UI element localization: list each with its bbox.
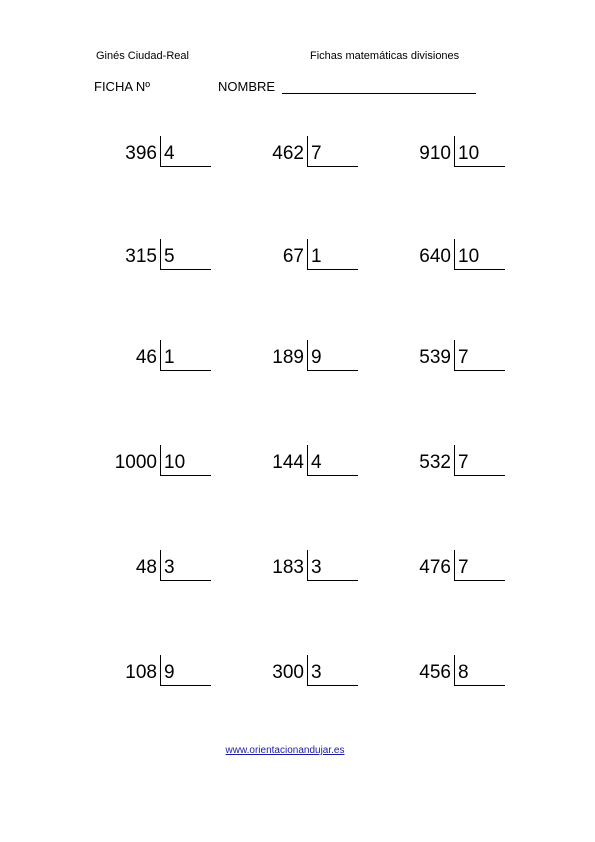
- division-bracket: [307, 445, 358, 476]
- dividend: 183: [272, 557, 304, 578]
- divisor: 3: [311, 662, 322, 683]
- division-bracket: [160, 550, 211, 581]
- divisor: 1: [311, 246, 322, 267]
- dividend: 539: [419, 347, 451, 368]
- nombre-label: NOMBRE: [218, 79, 276, 94]
- divisor: 7: [311, 143, 322, 164]
- dividend: 189: [272, 347, 304, 368]
- divisor: 7: [458, 557, 469, 578]
- division-bracket: [307, 655, 358, 686]
- division-problem: [95, 245, 245, 285]
- dividend: 315: [125, 246, 157, 267]
- division-problem: [242, 556, 392, 596]
- dividend: 67: [282, 246, 304, 267]
- divisor: 9: [164, 662, 175, 683]
- dividend: 476: [419, 557, 451, 578]
- dividend: 144: [272, 452, 304, 473]
- division-problem: [242, 451, 392, 491]
- division-bracket: [160, 655, 211, 686]
- divisor: 4: [164, 143, 175, 164]
- division-bracket: [160, 445, 211, 476]
- division-bracket: [307, 340, 358, 371]
- dividend: 456: [419, 662, 451, 683]
- division-problem: [242, 142, 392, 182]
- dividend: 48: [135, 557, 157, 578]
- division-bracket: [307, 239, 358, 270]
- division-problem: [95, 346, 245, 386]
- author-name: Ginés Ciudad-Real: [96, 50, 189, 62]
- divisor: 3: [311, 557, 322, 578]
- division-problem: [389, 346, 539, 386]
- divisor: 10: [458, 143, 480, 164]
- division-problem: [389, 661, 539, 701]
- worksheet-subject: Fichas matemáticas divisiones: [310, 50, 460, 62]
- dividend: 46: [135, 347, 157, 368]
- division-bracket: [307, 550, 358, 581]
- divisor: 10: [458, 246, 480, 267]
- divisor: 9: [311, 347, 322, 368]
- division-problem: [95, 451, 245, 491]
- dividend: 396: [125, 143, 157, 164]
- division-bracket: [454, 239, 505, 270]
- divisor: 10: [164, 452, 186, 473]
- division-bracket: [454, 136, 505, 167]
- division-bracket: [454, 445, 505, 476]
- division-problem: [95, 661, 245, 701]
- division-bracket: [307, 136, 358, 167]
- division-problem: [389, 142, 539, 182]
- division-bracket: [160, 239, 211, 270]
- divisor: 3: [164, 557, 175, 578]
- division-problem: [95, 556, 245, 596]
- divisor: 4: [311, 452, 322, 473]
- dividend: 640: [419, 246, 451, 267]
- division-problem: [389, 556, 539, 596]
- divisor: 5: [164, 246, 175, 267]
- dividend: 532: [419, 452, 451, 473]
- dividend: 300: [272, 662, 304, 683]
- divisor: 8: [458, 662, 469, 683]
- divisor: 7: [458, 347, 469, 368]
- dividend: 462: [272, 143, 304, 164]
- footer-link[interactable]: www.orientacionandujar.es: [225, 745, 345, 756]
- dividend: 910: [419, 143, 451, 164]
- division-problem: [389, 245, 539, 285]
- division-problem: [242, 661, 392, 701]
- division-problem: [389, 451, 539, 491]
- divisor: 7: [458, 452, 469, 473]
- division-bracket: [454, 340, 505, 371]
- division-bracket: [160, 136, 211, 167]
- division-problem: [242, 346, 392, 386]
- dividend: 108: [125, 662, 157, 683]
- divisor: 1: [164, 347, 175, 368]
- dividend: 1000: [114, 452, 157, 473]
- division-bracket: [160, 340, 211, 371]
- ficha-label: FICHA Nº: [94, 79, 151, 94]
- division-problem: [242, 245, 392, 285]
- division-problem: [95, 142, 245, 182]
- division-bracket: [454, 655, 505, 686]
- division-bracket: [454, 550, 505, 581]
